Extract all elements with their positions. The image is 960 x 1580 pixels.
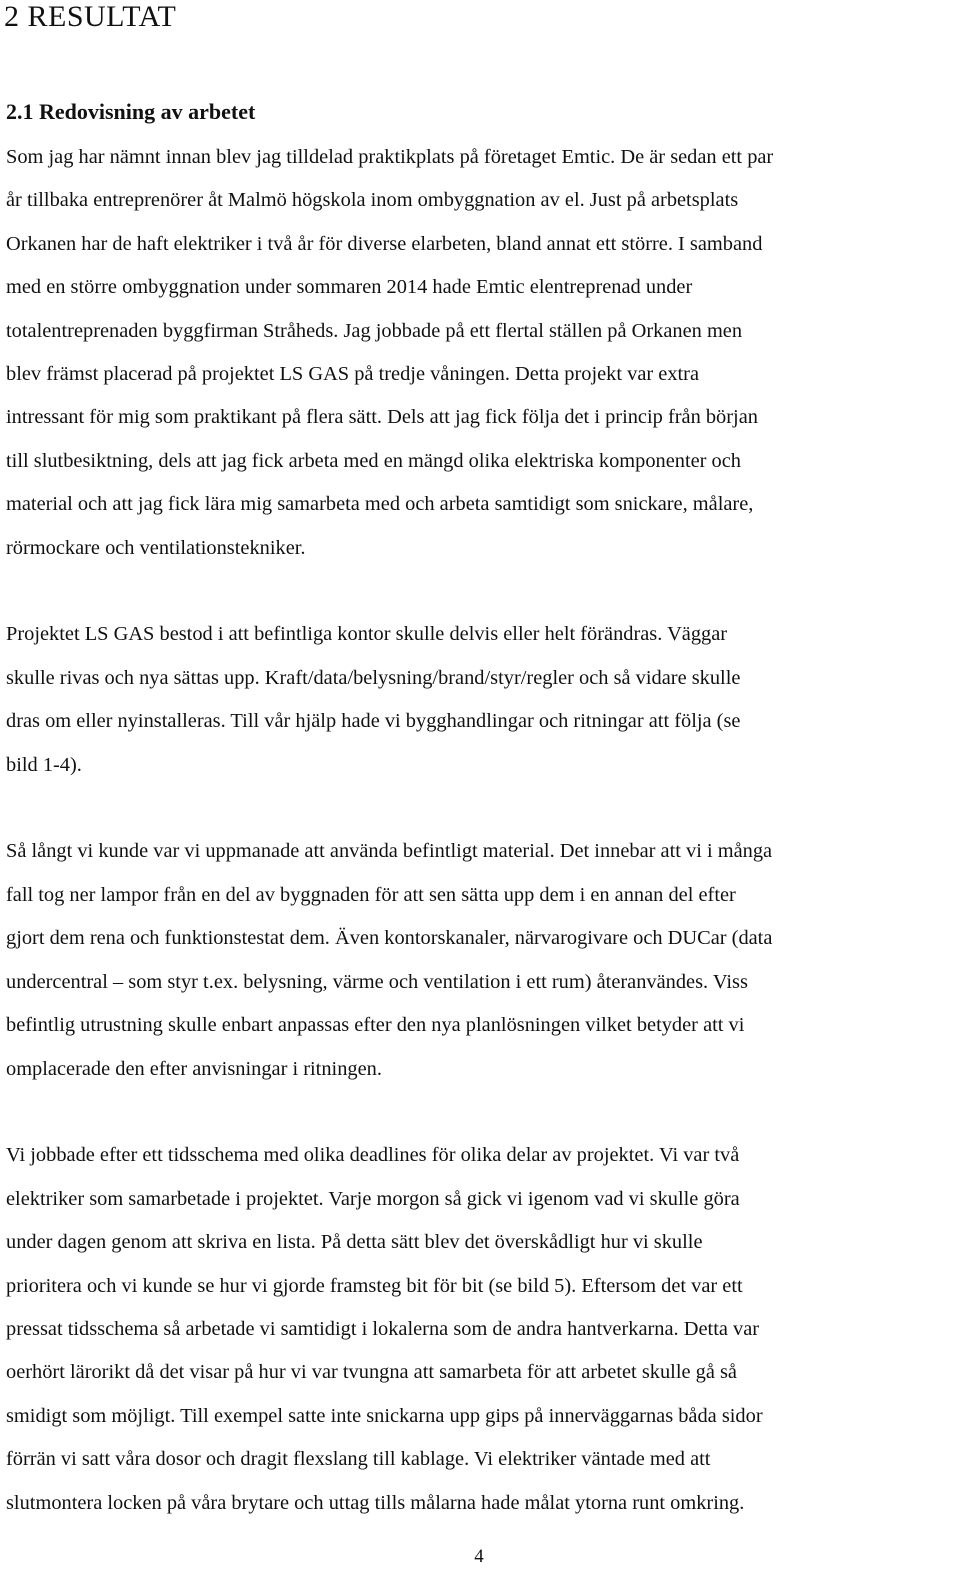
text-line: prioritera och vi kunde se hur vi gjorde framsteg bit för bit (se bild 5). Eftersom det var ett	[6, 1274, 743, 1297]
text-line: med en större ombyggnation under sommaren 2014 hade Emtic elentreprenad under	[6, 276, 693, 299]
text-line: dras om eller nyinstalleras. Till vår hjälp hade vi bygghandlingar och ritningar att följa (se	[6, 710, 741, 733]
text-line: bild 1-4).	[6, 753, 82, 776]
body-text	[6, 136, 954, 1525]
text-line: Så långt vi kunde var vi uppmanade att använda befintligt material. Det innebar att vi i många	[6, 840, 773, 863]
text-line: under dagen genom att skriva en lista. På detta sätt blev det överskådligt hur vi skulle	[6, 1231, 703, 1254]
text-line: slutmontera locken på våra brytare och uttag tills målarna hade målat ytorna runt omkring.	[6, 1491, 745, 1514]
text-line: till slutbesiktning, dels att jag fick arbeta med en mängd olika elektriska komponenter och	[6, 449, 741, 472]
text-line: år tillbaka entreprenörer åt Malmö högskola inom ombyggnation av el. Just på arbetsplats	[6, 189, 739, 212]
text-line: omplacerade den efter anvisningar i ritningen.	[6, 1057, 382, 1080]
section-title: 2.1 Redovisning av arbetet	[6, 99, 256, 124]
text-line: intressant för mig som praktikant på flera sätt. Dels att jag fick följa det i princip från början	[6, 406, 758, 429]
text-line: totalentreprenaden byggfirman Stråheds. Jag jobbade på ett flertal ställen på Orkanen men	[6, 319, 743, 342]
text-line: rörmockare och ventilationstekniker.	[6, 536, 306, 559]
text-line: Vi jobbade efter ett tidsschema med olika deadlines för olika delar av projektet. Vi var två	[6, 1144, 740, 1167]
text-line: material och att jag fick lära mig samarbeta med och arbeta samtidigt som snickare, målare,	[6, 493, 754, 516]
text-line: oerhört lärorikt då det visar på hur vi var tvungna att samarbeta för att arbetet skulle gå så	[6, 1361, 737, 1384]
chapter-title: 2 RESULTAT	[4, 0, 177, 33]
paragraph	[6, 1134, 954, 1525]
paragraph	[6, 136, 954, 570]
text-line: befintlig utrustning skulle enbart anpassas efter den nya planlösningen vilket betyder att vi	[6, 1014, 745, 1037]
paragraph	[6, 830, 954, 1090]
text-line: gjort dem rena och funktionstestat dem. Även kontorskanaler, närvarogivare och DUCar (data	[6, 927, 773, 950]
text-line: fall tog ner lampor från en del av byggnaden för att sen sätta upp dem i en annan del efter	[6, 883, 736, 906]
text-line: förrän vi satt våra dosor och dragit flexslang till kablage. Vi elektriker väntade med att	[6, 1448, 711, 1471]
text-line: elektriker som samarbetade i projektet. Varje morgon så gick vi igenom vad vi skulle göra	[6, 1187, 740, 1210]
text-line: Orkanen har de haft elektriker i två år för diverse elarbeten, bland annat ett större. I samband	[6, 232, 763, 255]
paragraph	[6, 613, 954, 787]
text-line: blev främst placerad på projektet LS GAS på tredje våningen. Detta projekt var extra	[6, 363, 700, 386]
text-line: undercentral – som styr t.ex. belysning, värme och ventilation i ett rum) återanvändes. Viss	[6, 970, 748, 993]
text-line: skulle rivas och nya sättas upp. Kraft/data/belysning/brand/styr/regler och så vidare skulle	[6, 666, 741, 689]
text-line: pressat tidsschema så arbetade vi samtidigt i lokalerna som de andra hantverkarna. Detta var	[6, 1317, 760, 1340]
page-number: 4	[474, 1546, 484, 1567]
text-line: Projektet LS GAS bestod i att befintliga kontor skulle delvis eller helt förändras. Väggar	[6, 623, 728, 646]
text-line: smidigt som möjligt. Till exempel satte inte snickarna upp gips på innerväggarnas båda sidor	[6, 1404, 763, 1427]
text-line: Som jag har nämnt innan blev jag tilldelad praktikplats på företaget Emtic. De är sedan ett par	[6, 146, 774, 168]
